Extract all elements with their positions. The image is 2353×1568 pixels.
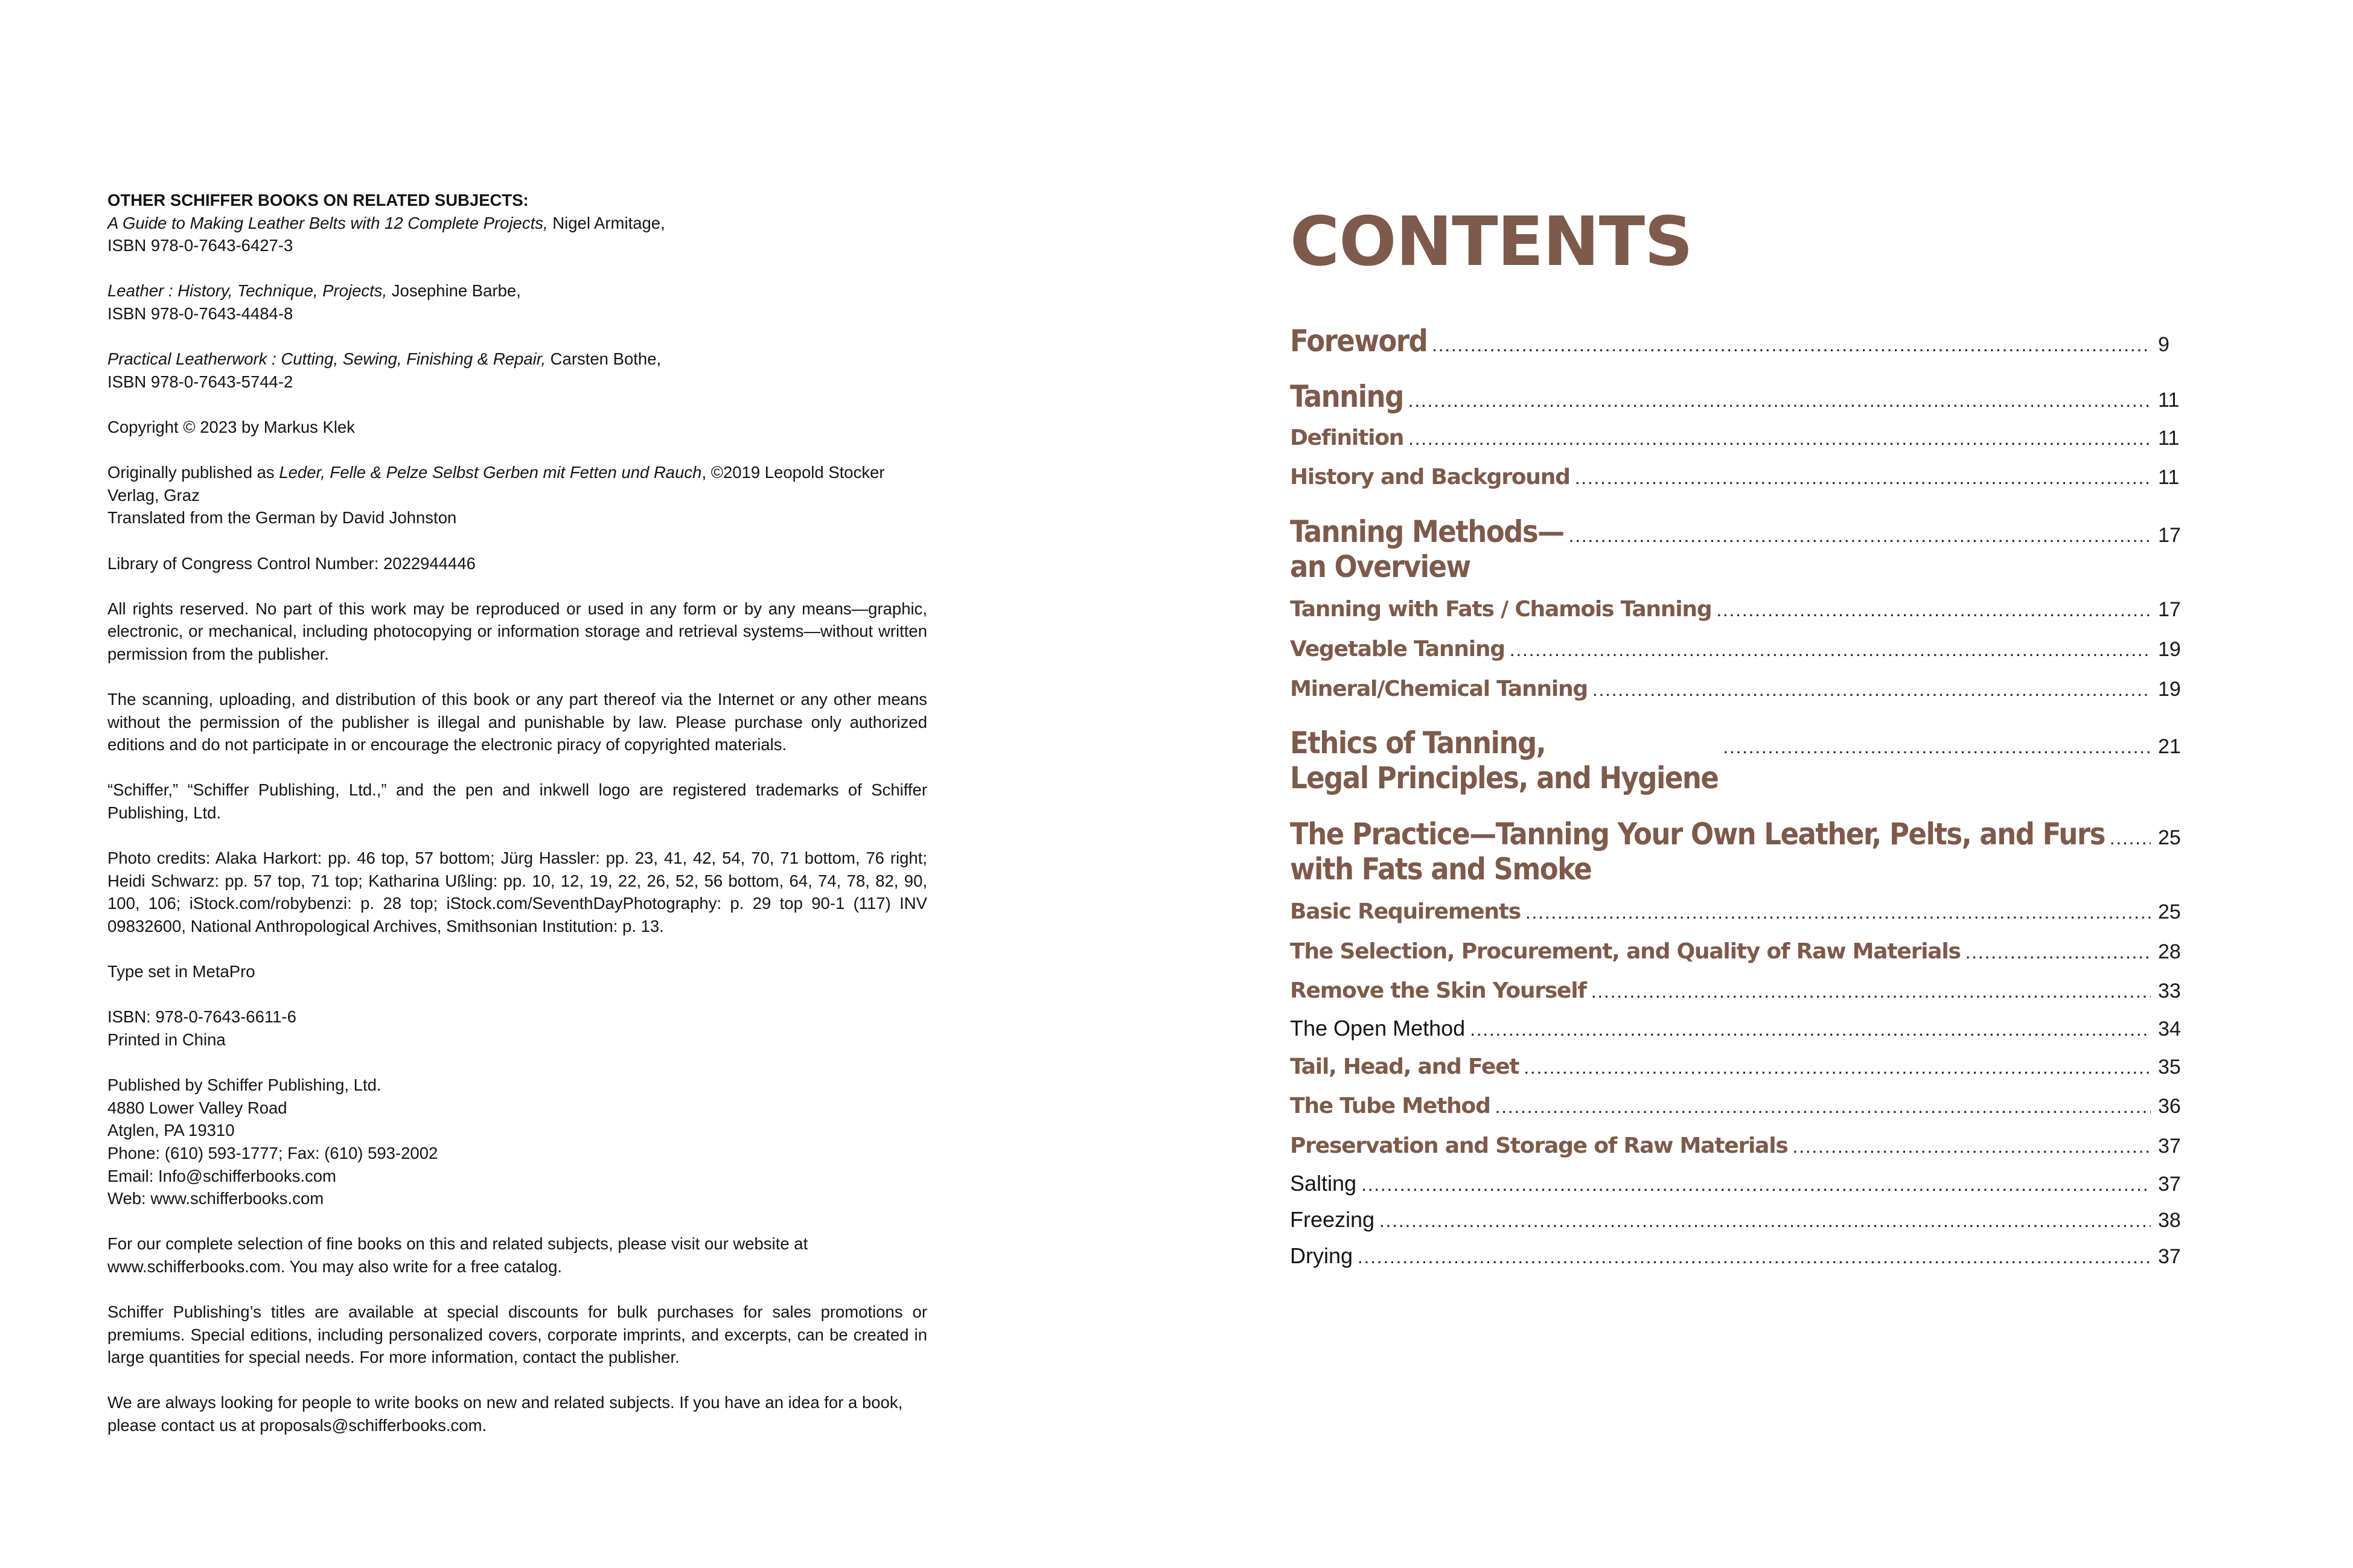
toc-entry-title-line2: Legal Principles, and Hygiene — [1290, 760, 1719, 795]
dot-leader — [1524, 1057, 2151, 1079]
copyright-text-block — [107, 189, 927, 1459]
toc-entry-page: 19 — [2158, 638, 2181, 661]
dot-leader — [1379, 1210, 2151, 1232]
related-book-author: Nigel Armitage, — [548, 213, 665, 232]
toc-entry-page: 37 — [2158, 1135, 2181, 1158]
toc-entry-title-line2: an Overview — [1290, 549, 1470, 584]
photo-credits: Photo credits: Alaka Harkort: pp. 46 top, 57 bottom; Jürg Hassler: pp. 23, 41, 42, 54, 70, 71 bottom, 76 right; Heidi Schwarz: pp. 57 top, 71 top; Katharina Ußling: pp. 10, 12, 19, 22, 26, 52, 56 bottom, 64, 74, 78, 82, 90, 100, 106; iStock.com/robybenzi: p. 28 top; iStock.com/SeventhDayPhotography: p. 29 top 90-1 (117) INV 09832600, National Anthropological Archives, Smithsonian Institution: p. 13. — [107, 849, 927, 935]
publisher-line: Atglen, PA 19310 — [107, 1121, 235, 1140]
related-book-author: Carsten Bothe, — [546, 349, 662, 369]
toc-entry-tanning[interactable] — [1290, 379, 2193, 414]
toc-entry-title: Tail, Head, and Feet — [1290, 1054, 1519, 1079]
dot-leader — [1510, 639, 2151, 661]
related-books-2 — [107, 279, 927, 325]
table-of-contents — [1290, 0, 2193, 1568]
related-book-title: Leather : History, Technique, Projects, — [107, 281, 388, 301]
original-suffix: , ©2019 Leopold Stocker Verlag, Graz — [107, 463, 885, 505]
toc-entry-page: 28 — [2158, 940, 2181, 963]
related-book-author: Josephine Barbe, — [387, 281, 521, 301]
toc-entry-the-practice[interactable] — [1290, 817, 2193, 887]
toc-entry-history-background[interactable] — [1290, 465, 2193, 489]
printed-line: Printed in China — [107, 1030, 226, 1049]
toc-entry-remove-skin[interactable] — [1290, 978, 2193, 1003]
related-book-isbn: ISBN 978-0-7643-5744-2 — [107, 372, 293, 391]
dot-leader — [1470, 1019, 2151, 1041]
related-book-title: Practical Leatherwork : Cutting, Sewing, Finishing & Repair, — [107, 349, 546, 369]
discounts-notice: Schiffer Publishing’s titles are available at special discounts for bulk purchases for sales promotions or premiums. Special editions, including personalized covers, corporate imprints, and excerpts, can be created in large quantities for special needs. For more information, contact the publisher. — [107, 1302, 927, 1367]
toc-entry-page: 17 — [2158, 598, 2181, 621]
trademark-notice: “Schiffer,” “Schiffer Publishing, Ltd.,” and the pen and inkwell logo are registered trademarks of Schiffer Publishing, Ltd. — [107, 780, 927, 823]
dot-leader — [2110, 827, 2151, 849]
related-books-heading: OTHER SCHIFFER BOOKS ON RELATED SUBJECTS: — [107, 191, 529, 209]
typeset-line: Type set in MetaPro — [107, 962, 255, 981]
loc-control-number: Library of Congress Control Number: 2022944446 — [107, 553, 476, 573]
related-books-3 — [107, 348, 927, 393]
dot-leader — [1495, 1096, 2151, 1118]
toc-entry-page: 11 — [2158, 466, 2180, 489]
publisher-address — [107, 1074, 927, 1210]
dot-leader — [1569, 525, 2151, 547]
toc-entry-title: Ethics of Tanning, — [1290, 725, 1546, 760]
toc-entry-page: 11 — [2158, 389, 2180, 412]
dot-leader — [1358, 1246, 2151, 1268]
related-book — [107, 279, 927, 302]
toc-entry-drying[interactable] — [1290, 1243, 2193, 1269]
toc-entry-page: 19 — [2158, 678, 2181, 701]
toc-entry-page: 9 — [2158, 333, 2169, 356]
related-book-title: A Guide to Making Leather Belts with 12 Complete Projects, — [107, 213, 548, 232]
toc-entry-ethics[interactable] — [1290, 725, 2193, 795]
toc-entry-title: Salting — [1290, 1171, 1357, 1196]
toc-entry-title: Vegetable Tanning — [1290, 637, 1505, 661]
contents-title: CONTENTS — [1290, 203, 1693, 281]
dot-leader — [1965, 942, 2151, 963]
translator-credit: Translated from the German by David Johnston — [107, 508, 457, 527]
toc-entry-page: 21 — [2158, 735, 2181, 758]
toc-entry-title: Preservation and Storage of Raw Materials — [1290, 1133, 1788, 1158]
toc-entry-title: Freezing — [1290, 1207, 1375, 1232]
related-book-isbn: ISBN 978-0-7643-4484-8 — [107, 304, 293, 323]
toc-entry-raw-materials-selection[interactable] — [1290, 939, 2193, 964]
original-publication — [107, 461, 927, 529]
toc-entry-title: Tanning — [1290, 379, 1403, 414]
toc-entry-page: 35 — [2158, 1056, 2181, 1079]
toc-entry-title: Foreword — [1290, 323, 1428, 359]
toc-entry-title: The Tube Method — [1290, 1094, 1490, 1118]
toc-entry-title: Basic Requirements — [1290, 899, 1521, 924]
toc-entry-page: 25 — [2158, 900, 2181, 923]
toc-entry-title: Remove the Skin Yourself — [1290, 978, 1586, 1003]
toc-entry-vegetable-tanning[interactable] — [1290, 637, 2193, 661]
publisher-line: Phone: (610) 593-1777; Fax: (610) 593-2002 — [107, 1143, 438, 1162]
toc-entry-foreword[interactable] — [1290, 323, 2193, 359]
dot-leader — [1525, 902, 2151, 923]
toc-entry-open-method[interactable] — [1290, 1016, 2193, 1041]
toc-entry-page: 17 — [2158, 524, 2181, 547]
toc-entry-fats-chamois[interactable] — [1290, 597, 2193, 622]
publisher-line: 4880 Lower Valley Road — [107, 1098, 287, 1117]
website-notice: For our complete selection of fine books on this and related subjects, please visit our website at www.schifferbooks.com. You may also write for a free catalog. — [107, 1234, 808, 1276]
scanning-notice: The scanning, uploading, and distribution of this book or any part thereof via the Internet or any other means without the permission of the publisher is illegal and punishable by law. Please purchase only authorized editions and do not participate in or encourage the electronic piracy of copyrighted materials. — [107, 690, 927, 754]
isbn-line: ISBN: 978-0-7643-6611-6 — [107, 1007, 296, 1027]
toc-entry-mineral-chemical[interactable] — [1290, 677, 2193, 701]
toc-entry-title: The Open Method — [1290, 1016, 1466, 1041]
toc-entry-freezing[interactable] — [1290, 1207, 2193, 1232]
publisher-line: Email: Info@schifferbooks.com — [107, 1166, 336, 1185]
isbn-block — [107, 1005, 927, 1051]
dot-leader — [1723, 736, 2151, 758]
toc-entry-title: The Selection, Procurement, and Quality of Raw Materials — [1290, 939, 1961, 964]
publisher-line: Web: www.schifferbooks.com — [107, 1189, 324, 1208]
related-book-isbn: ISBN 978-0-7643-6427-3 — [107, 236, 293, 255]
toc-entry-title: History and Background — [1290, 465, 1570, 489]
rights-notice: All rights reserved. No part of this work may be reproduced or used in any form or by any means—graphic, electronic, or mechanical, including photocopying or information storage and retrieval systems—without written permission from the publisher. — [107, 599, 927, 663]
toc-entry-page: 34 — [2158, 1018, 2181, 1041]
dot-leader — [1592, 679, 2151, 701]
dot-leader — [1361, 1174, 2151, 1196]
toc-entry-title: Drying — [1290, 1243, 1353, 1268]
toc-entry-title: Definition — [1290, 425, 1404, 450]
dot-leader — [1591, 981, 2151, 1002]
toc-entry-page: 11 — [2158, 427, 2180, 450]
related-books — [107, 189, 927, 257]
dot-leader — [1716, 599, 2151, 621]
toc-entry-page: 36 — [2158, 1095, 2181, 1118]
toc-entry-title: Tanning with Fats / Chamois Tanning — [1290, 597, 1712, 622]
dot-leader — [1793, 1136, 2151, 1158]
toc-entry-tail-head-feet[interactable] — [1290, 1054, 2193, 1079]
toc-entry-title: Tanning Methods— — [1290, 514, 1564, 549]
dot-leader — [1575, 467, 2151, 489]
dot-leader — [1432, 334, 2151, 356]
copyright-page — [0, 0, 1176, 1568]
toc-entry-basic-requirements[interactable] — [1290, 899, 2193, 924]
toc-entry-page: 33 — [2158, 980, 2181, 1002]
toc-entry-title: The Practice—Tanning Your Own Leather, Pelts, and Furs — [1290, 817, 2105, 852]
original-title: Leder, Felle & Pelze Selbst Gerben mit Fetten und Rauch — [279, 463, 702, 482]
publisher-line: Published by Schiffer Publishing, Ltd. — [107, 1076, 382, 1095]
toc-entry-title-line2: with Fats and Smoke — [1290, 852, 1592, 887]
toc-entry-page: 37 — [2158, 1245, 2181, 1268]
toc-entry-title: Mineral/Chemical Tanning — [1290, 677, 1588, 701]
toc-entry-preservation-storage[interactable] — [1290, 1133, 2193, 1158]
toc-entry-salting[interactable] — [1290, 1171, 2193, 1196]
proposals-notice: We are always looking for people to write books on new and related subjects. If you have an idea for a book, please contact us at proposals@schifferbooks.com. — [107, 1393, 903, 1435]
toc-entry-page: 38 — [2158, 1209, 2181, 1232]
toc-entry-page: 25 — [2158, 826, 2181, 849]
related-book — [107, 348, 927, 371]
toc-entry-tanning-methods[interactable] — [1290, 514, 2193, 584]
toc-entry-definition[interactable] — [1290, 425, 2193, 450]
copyright-line: Copyright © 2023 by Markus Klek — [107, 417, 356, 436]
toc-entry-tube-method[interactable] — [1290, 1094, 2193, 1118]
original-prefix: Originally published as — [107, 463, 279, 482]
dot-leader — [1408, 390, 2151, 412]
related-book — [107, 212, 927, 235]
toc-entry-page: 37 — [2158, 1173, 2181, 1196]
dot-leader — [1408, 428, 2151, 450]
